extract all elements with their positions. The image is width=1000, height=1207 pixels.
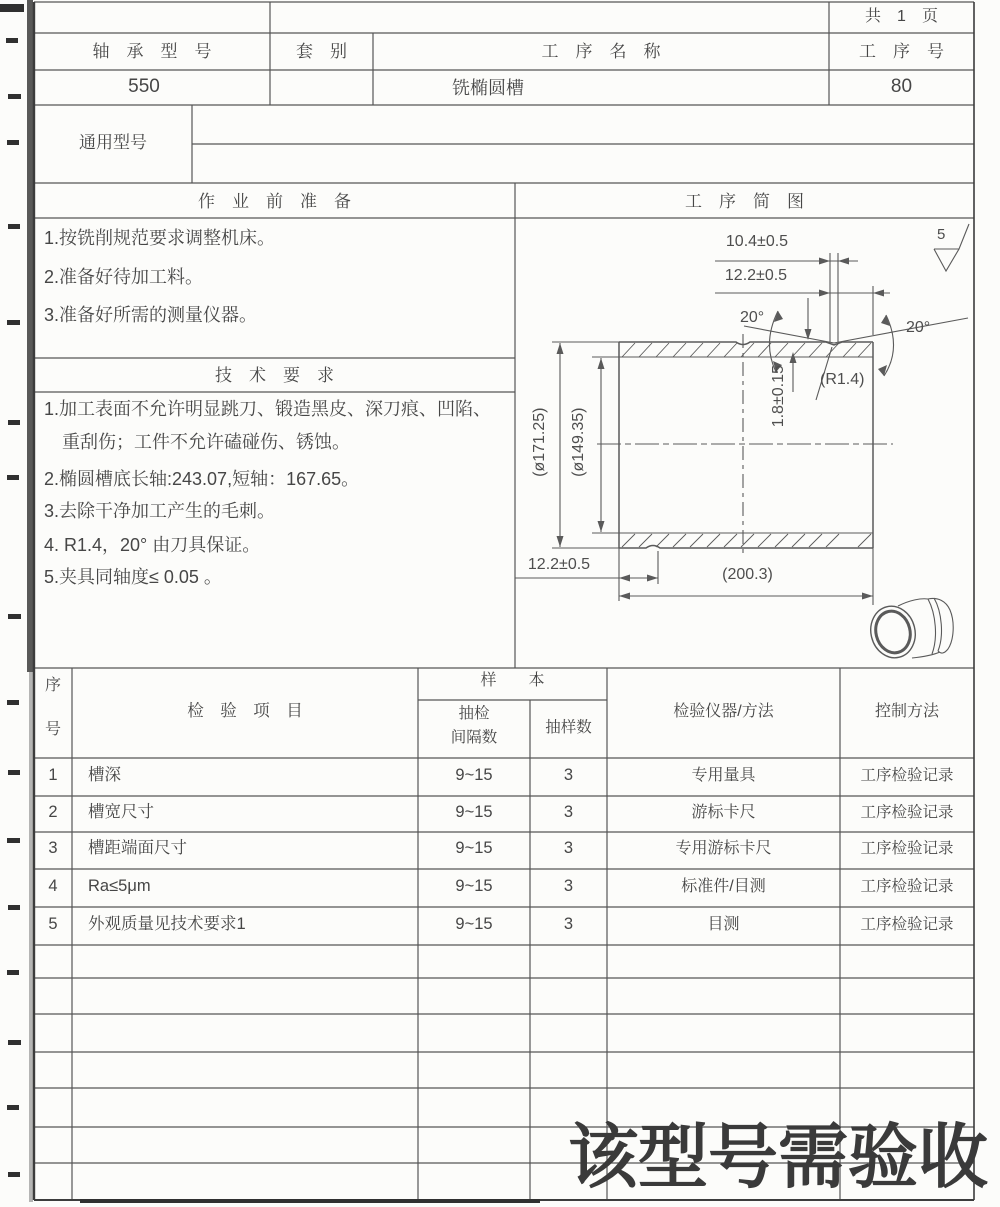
technical-line: 4. R1.4，20° 由刀具保证。 [44,535,261,555]
process-no-value: 80 [890,76,913,97]
angle-right-label: 20° [906,319,931,336]
part-3d-view [865,598,953,663]
set-type-header: 套 别 [296,42,347,61]
universal-model-label: 通用型号 [79,133,147,152]
col-item-header: 检 验 项 目 [187,702,303,720]
technical-line: 3.去除干净加工产生的毛刺。 [44,501,276,521]
row-method: 标准件/目测 [681,878,766,895]
row-interval: 9~15 [455,839,493,857]
row-item: Ra≤5μm [88,877,151,895]
col-method-header: 检验仪器/方法 [673,703,774,720]
process-name-header: 工 序 名 称 [541,42,661,61]
row-interval: 9~15 [455,766,493,784]
row-count: 3 [563,915,574,933]
row-interval: 9~15 [455,803,493,821]
row-count: 3 [563,766,574,784]
technical-line: 2.椭圆槽底长轴:243.07,短轴：167.65。 [44,469,360,489]
row-control: 工序检验记录 [860,804,954,821]
preparation-line: 3.准备好所需的测量仪器。 [44,305,258,325]
process-no-header: 工 序 号 [859,42,944,61]
col-interval-header: 间隔数 [450,729,498,746]
outer-diameter-label: (ø171.25) [530,407,548,477]
row-control: 工序检验记录 [860,916,954,933]
row-control: 工序检验记录 [860,840,954,857]
process-name-value: 铣椭圆槽 [452,78,524,98]
preparation-title: 作 业 前 准 备 [198,192,351,211]
col-sample-group-header: 样 本 [480,672,545,689]
row-item: 槽深 [88,766,121,784]
col-no-header: 号 [44,721,61,738]
row-item: 槽宽尺寸 [88,803,154,821]
diagram-title: 工 序 简 图 [685,192,804,211]
col-sample-count-header: 抽样数 [545,719,592,736]
row-interval: 9~15 [455,915,493,933]
row-no: 2 [48,803,58,821]
bearing-model-header: 轴 承 型 号 [92,42,212,61]
dim-groove-width-top-label: 12.2±0.5 [724,267,788,284]
row-item: 外观质量见技术要求1 [88,915,246,933]
dim-groove-width-label: 10.4±0.5 [725,233,789,250]
row-count: 3 [563,839,574,857]
acceptance-stamp-text: 该型号需验收 [568,1118,988,1196]
row-interval: 9~15 [455,877,493,895]
grid-lines [34,2,974,1200]
row-method: 目测 [707,916,740,933]
hatch-pattern-bottom [622,534,871,547]
technical-line: 重刮伤；工件不允许磕碰伤、锈蚀。 [62,432,350,452]
row-control: 工序检验记录 [860,878,954,895]
dim-depth-label: 1.8±0.15 [769,365,787,428]
dim-end-offset-label: 12.2±0.5 [527,556,591,573]
row-no: 5 [48,915,58,933]
bearing-model-value: 550 [128,76,160,97]
outer-borders [34,2,974,1200]
row-count: 3 [563,877,574,895]
row-no: 3 [48,839,58,857]
preparation-line: 1.按铣削规范要求调整机床。 [44,228,276,248]
col-control-header: 控制方法 [874,703,939,720]
col-interval-header: 抽检 [458,705,490,722]
preparation-line: 2.准备好待加工料。 [44,267,204,287]
inner-diameter-label: (ø149.35) [569,407,587,477]
col-no-header: 序 [44,677,61,694]
row-control: 工序检验记录 [860,767,954,784]
row-no: 4 [48,877,58,895]
surface-finish-value: 5 [937,226,946,243]
row-no: 1 [48,766,58,784]
radius-label: (R1.4) [820,371,865,388]
row-method: 专用量具 [691,767,756,784]
technical-line: 1.加工表面不允许明显跳刀、锻造黑皮、深刀痕、凹陷、 [44,399,492,419]
total-pages-label: 共 1 页 [865,8,938,25]
technical-title: 技 术 要 求 [215,366,334,385]
angle-left-label: 20° [740,309,765,326]
technical-line: 5.夹具同轴度≤ 0.05 。 [44,567,222,587]
row-method: 游标卡尺 [691,804,756,821]
row-method: 专用游标卡尺 [675,840,772,857]
dim-length-label: (200.3) [722,566,773,583]
row-item: 槽距端面尺寸 [88,839,187,857]
row-count: 3 [563,803,574,821]
